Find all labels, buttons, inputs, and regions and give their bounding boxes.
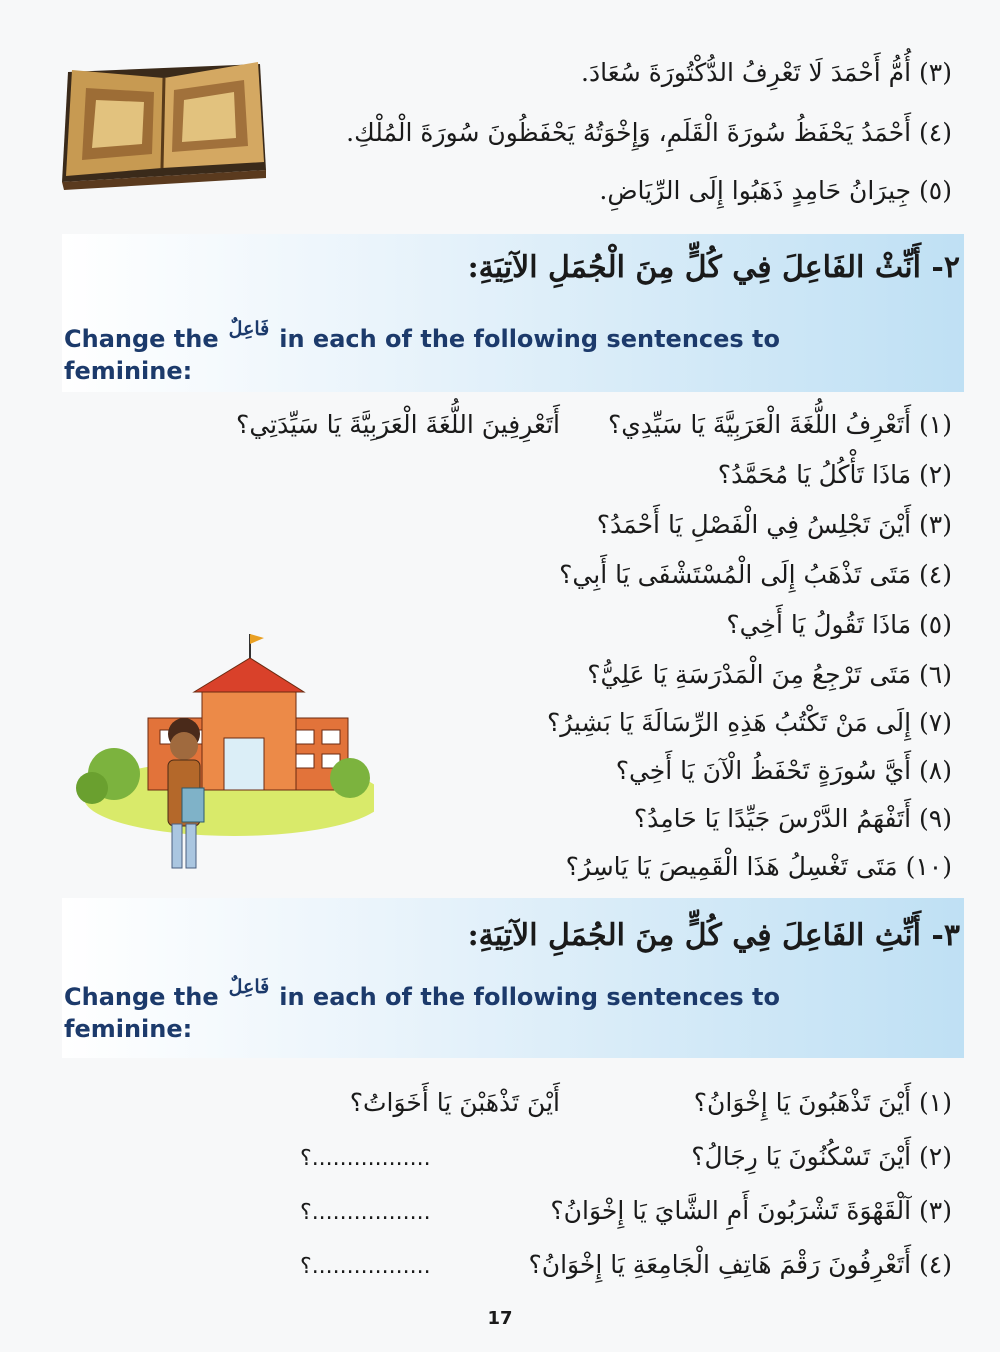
- ex2-sentence-4: (٤) مَتَى تَذْهَبُ إِلَى الْمُسْتَشْفَى يَا أَبِي؟: [559, 560, 952, 589]
- instruction-after: in each of the following sentences to feminine:: [64, 983, 781, 1043]
- ex3-sentence-3: (٣) آلْقَهْوَةَ تَشْرَبُونَ أَمِ الشَّايَ يَا إِخْوَانُ؟: [550, 1196, 952, 1225]
- ex2-example-answer: أَتَعْرِفِينَ اللُّغَةَ الْعَرَبِيَّةَ يَا سَيِّدَتِي؟: [236, 410, 560, 439]
- ex2-sentence-6: (٦) مَتَى تَرْجِعُ مِنَ الْمَدْرَسَةِ يَا عَلِيُّ؟: [587, 660, 952, 689]
- exercise-3-banner: [62, 898, 964, 1058]
- ex3-sentence-4: (٤) أَتَعْرِفُونَ رَقْمَ هَاتِفِ الْجَامِعَةِ يَا إِخْوَانُ؟: [528, 1250, 952, 1279]
- open-book-illustration: [60, 42, 270, 192]
- ex2-sentence-1: (١) أَتَعْرِفُ اللُّغَةَ الْعَرَبِيَّةَ يَا سَيِّدِي؟: [607, 410, 952, 439]
- ex2-sentence-3: (٣) أَيْنَ تَجْلِسُ فِي الْفَصْلِ يَا أَحْمَدُ؟: [596, 510, 952, 539]
- ex3-example-answer: أَيْنَ تَذْهَبْنَ يَا أَخَوَاتُ؟: [349, 1088, 560, 1117]
- exercise-2-banner: [62, 234, 964, 392]
- ex2-sentence-8: (٨) أَيَّ سُورَةٍ تَحْفَظُ الْآنَ يَا أَخِي؟: [615, 756, 952, 785]
- ex2-sentence-10: (١٠) مَتَى تَغْسِلُ هَذَا الْقَمِيصَ يَا يَاسِرُ؟: [565, 852, 952, 881]
- exercise-2-instruction: [64, 318, 864, 386]
- instruction-after: in each of the following sentences to feminine:: [64, 325, 781, 385]
- page-number: 17: [487, 1308, 513, 1329]
- sentence-top-5: (٥) جِيرَانُ حَامِدٍ ذَهَبُوا إِلَى الرِّيَاضِ.: [599, 176, 952, 205]
- instruction-arabic-word: فَاعِلٌ: [228, 976, 270, 998]
- sentence-top-3: (٣) أُمُّ أَحْمَدَ لَا تَعْرِفُ الدُّكْتُورَةَ سُعَادَ.: [581, 58, 952, 87]
- answer-blank[interactable]: ؟.................: [300, 1146, 431, 1171]
- ex2-sentence-9: (٩) أَتَفْهَمُ الدَّرْسَ جَيِّدًا يَا حَامِدُ؟: [633, 804, 952, 833]
- ex2-sentence-5: (٥) مَاذَا تَقُولُ يَا أَخِي؟: [726, 610, 952, 639]
- ex2-sentence-2: (٢) مَاذَا تَأْكُلُ يَا مُحَمَّدُ؟: [717, 460, 952, 489]
- instruction-before: Change the: [64, 325, 219, 353]
- answer-blank[interactable]: ؟.................: [300, 1254, 431, 1279]
- school-building-illustration: [74, 628, 374, 878]
- sentence-top-4: (٤) أَحْمَدُ يَحْفَظُ سُورَةَ الْقَلَمِ، وَإِخْوَتُهُ يَحْفَظُونَ سُورَةَ الْمُلْكِ.: [346, 118, 952, 147]
- instruction-arabic-word: فَاعِلٌ: [228, 318, 270, 340]
- ex2-sentence-7: (٧) إِلَى مَنْ تَكْتُبُ هَذِهِ الرِّسَالَةَ يَا بَشِيرُ؟: [546, 708, 952, 737]
- instruction-before: Change the: [64, 983, 219, 1011]
- exercise-2-title: ٢- أَنِّثْ الفَاعِلَ فِي كُلٍّ مِنَ الْجُمَلِ الآتِيَةِ:: [467, 250, 960, 285]
- answer-blank[interactable]: ؟.................: [300, 1200, 431, 1225]
- ex3-sentence-1: (١) أَيْنَ تَذْهَبُونَ يَا إِخْوَانُ؟: [693, 1088, 952, 1117]
- exercise-3-instruction: [64, 976, 864, 1044]
- ex3-sentence-2: (٢) أَيْنَ تَسْكُنُونَ يَا رِجَالُ؟: [691, 1142, 952, 1171]
- exercise-3-title: ٣- أَنِّثِ الفَاعِلَ فِي كُلٍّ مِنَ الجُمَلِ الآتِيَةِ:: [467, 918, 960, 953]
